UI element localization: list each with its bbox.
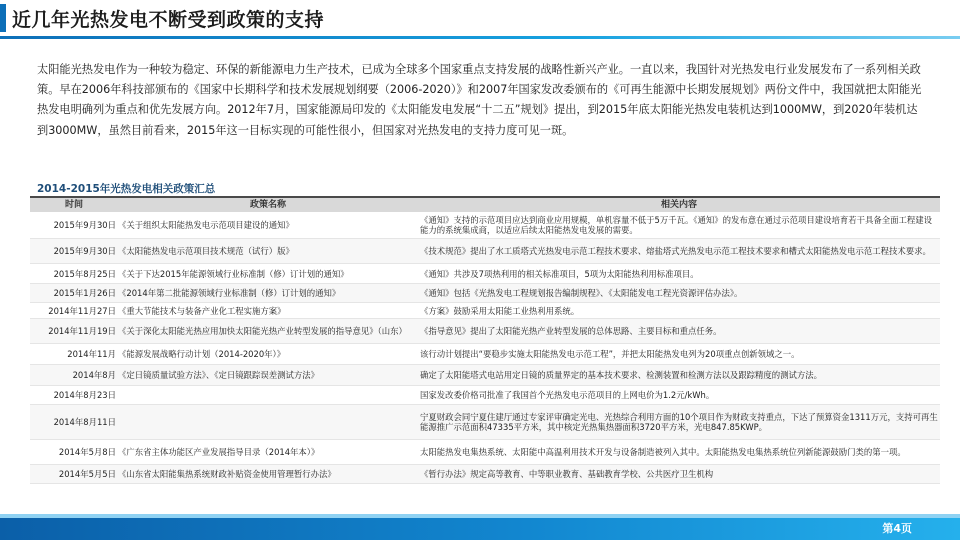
- slide-title: 近几年光热发电不断受到政策的支持: [12, 9, 325, 31]
- table-row: [30, 365, 940, 386]
- row-policy-name: 《太阳能热发电示范项目技术规范（试行）版》: [118, 246, 294, 256]
- row-policy-name: 《能源发展战略行动计划（2014-2020年）》: [118, 349, 286, 359]
- row-date: 2015年1月26日: [53, 288, 116, 298]
- table-row: [30, 212, 940, 239]
- row-content: 《通知》支持的示范项目应达到商业应用规模，单机容量不低于5万千瓦。《通知》的发布意在通过示范项目建设培育若干具备全面工程建设能力的系统集成商，以适应后续太阳能热发电发展的需要。: [420, 215, 933, 235]
- table-row: [30, 239, 940, 264]
- row-content: 《技术规范》提出了水工质塔式光热发电示范工程技术要求、熔盐塔式光热发电示范工程技术要求和槽式太阳能热发电示范工程技术要求。: [420, 246, 931, 256]
- table-row: [30, 319, 940, 344]
- table-caption: 2014-2015年光热发电相关政策汇总: [37, 183, 216, 195]
- slide-header: [0, 0, 960, 36]
- header-date: 时间: [64, 200, 83, 210]
- row-date: 2014年5月5日: [58, 469, 116, 479]
- header-content: 相关内容: [660, 200, 697, 210]
- row-date: 2014年8月: [72, 370, 116, 380]
- row-content: 宁夏财政会同宁夏住建厅通过专家评审确定光电、光热综合利用方面的10个项目作为财政支持重点，下达了预算资金1311万元，支持可再生能源推广示范面积47335平方米，其中核定光热集热器面积3720平方米，光电847.85KWP。: [420, 412, 938, 432]
- table-row: [30, 440, 940, 465]
- table-row: [30, 303, 940, 319]
- row-policy-name: 《2014年第二批能源领域行业标准制（修）订计划的通知》: [118, 288, 341, 298]
- header-name: 政策名称: [249, 200, 286, 210]
- row-content: 《指导意见》提出了太阳能光热产业转型发展的总体思路、主要目标和重点任务。: [420, 326, 722, 336]
- table-row: [30, 284, 940, 303]
- row-content: 太阳能热发电集热系统、太阳能中高温利用技术开发与设备制造被列入其中。太阳能热发电集热系统位列新能源鼓励门类的第一项。: [420, 447, 906, 457]
- row-content: 《通知》包括《光热发电工程规划报告编制规程》、《太阳能发电工程光资源评估办法》。: [420, 288, 743, 298]
- row-date: 2015年9月30日: [53, 246, 116, 256]
- row-policy-name: 《关于下达2015年能源领域行业标准制（修）订计划的通知》: [118, 268, 349, 279]
- row-policy-name: 《定日镜质量试验方法》、《定日镜跟踪误差测试方法》: [118, 370, 319, 380]
- header-divider: [0, 36, 960, 39]
- table-header-row: [30, 198, 940, 212]
- row-content: 国家发改委价格司批准了我国首个光热发电示范项目的上网电价为1.2元/kWh。: [420, 390, 715, 400]
- intro-paragraph: 太阳能光热发电作为一种较为稳定、环保的新能源电力生产技术，已成为全球多个国家重点支持发展的战略性新兴产业。一直以来，我国针对光热发电行业发展发布了一系列相关政策。早在2006年科技部颁布的《国家中长期科学和技术发展规划纲要（2006-2020）》和2007年国家发改委颁布的《可再生能源中长期发展规划》两份文件中，我国就把太阳能光热发电明确列为重点和优先发展方向。2012年7月，国家能源局印发的《太阳能发电发展“十二五”规划》提出，到2015年底太阳能光热发电装机达到1000MW，到2020年装机达到3000MW，虽然目前看来，2015年这一目标实现的可能性很小，但国家对光热发电的支持力度可见一斑。: [37, 63, 922, 137]
- table-row: [30, 405, 940, 440]
- row-content: 确定了太阳能塔式电站用定日镜的质量界定的基本技术要求、检测装置和检测方法以及跟踪精度的测试方法。: [420, 370, 822, 380]
- row-policy-name: 《关于组织太阳能热发电示范项目建设的通知》: [118, 220, 294, 230]
- page-number: 第4页: [882, 522, 912, 535]
- row-content: 《暂行办法》规定高等教育、中等职业教育、基础教育学校、公共医疗卫生机构: [420, 469, 714, 479]
- policy-table: [30, 196, 940, 514]
- row-date: 2015年9月30日: [53, 220, 116, 230]
- row-date: 2014年11月: [67, 349, 116, 359]
- slide-footer: [0, 518, 960, 540]
- row-policy-name: 《广东省主体功能区产业发展指导目录（2014年本）》: [118, 447, 320, 457]
- row-policy-name: 《重大节能技术与装备产业化工程实施方案》: [118, 305, 286, 316]
- table-row: [30, 344, 940, 365]
- row-content: 该行动计划提出“要稳步实施太阳能热发电示范工程”，并把太阳能热发电列为20项重点创新领域之一。: [420, 349, 800, 359]
- header-accent-bar: [0, 4, 6, 32]
- table-row: [30, 465, 940, 484]
- table-row: [30, 264, 940, 284]
- row-date: 2014年5月8日: [58, 447, 116, 457]
- row-date: 2014年8月23日: [53, 390, 116, 400]
- row-date: 2015年8月25日: [53, 268, 116, 279]
- row-content: 《通知》共涉及7项热利用的相关标准项目，5项为太阳能热利用标准项目。: [420, 268, 699, 279]
- row-date: 2014年8月11日: [53, 417, 116, 427]
- row-date: 2014年11月27日: [48, 305, 116, 316]
- row-policy-name: 《山东省太阳能集热系统财政补贴资金使用管理暂行办法》: [118, 469, 336, 479]
- row-content: 《方案》鼓励采用太阳能工业热利用系统。: [420, 305, 580, 316]
- row-date: 2014年11月19日: [48, 326, 116, 336]
- row-policy-name: 《关于深化太阳能光热应用加快太阳能光热产业转型发展的指导意见》（山东）: [118, 326, 407, 336]
- table-row: [30, 386, 940, 405]
